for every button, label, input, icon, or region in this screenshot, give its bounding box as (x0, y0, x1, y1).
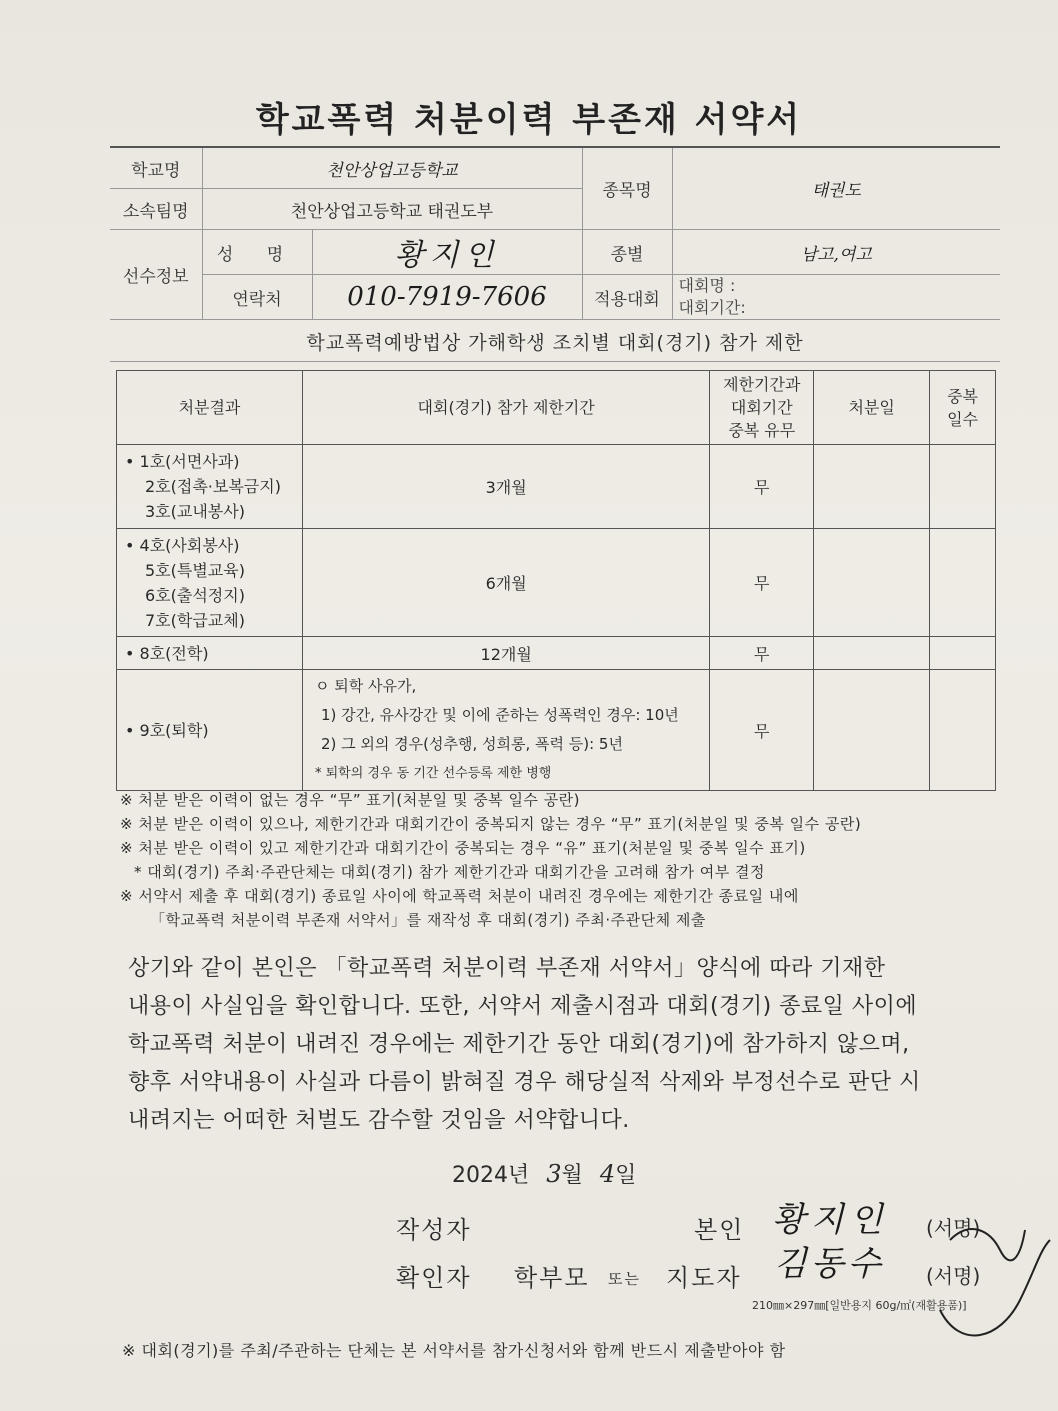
days-cell (930, 529, 996, 637)
pledge-line: 상기와 같이 본인은 「학교폭력 처분이력 부존재 서약서」양식에 따라 기재한 (128, 956, 886, 981)
athlete-info-label: 선수정보 (110, 230, 202, 320)
table-row (117, 445, 996, 529)
header-date: 처분일 (814, 371, 930, 445)
pledge-line: 내용이 사실임을 확인합니다. 또한, 서약서 제출시점과 대회(경기) 종료일 사이에 (128, 994, 918, 1019)
team-value: 천안상업고등학교 태권도부 (202, 189, 582, 230)
table-row (117, 529, 996, 637)
coach-seal-label: (서명) (926, 1264, 981, 1288)
days-cell (930, 670, 996, 791)
table-row (117, 670, 996, 791)
pledge-text (128, 950, 998, 1140)
days-cell (930, 445, 996, 529)
note-line: 「학교폭력 처분이력 부존재 서약서」를 재작성 후 대회(경기) 주최·주관단체 제출 (150, 911, 706, 929)
result-item: 6호(출석정지) (145, 585, 245, 605)
period-line: 2) 그 외의 경우(성추행, 성희롱, 폭력 등): 5년 (320, 735, 623, 753)
result-item: 2호(접촉·보복금지) (145, 477, 281, 496)
date-cell (814, 670, 930, 791)
header-overlap-line: 중복 유무 (728, 421, 796, 440)
self-label: 본인 (694, 1216, 745, 1244)
result-item: • 9호(퇴학) (125, 720, 209, 740)
result-item: • 8호(전학) (125, 643, 209, 663)
date-day-unit: 일 (615, 1163, 637, 1188)
contact-label: 연락처 (202, 275, 312, 320)
header-period: 대회(경기) 참가 제한기간 (302, 371, 709, 445)
note-line: ※ 처분 받은 이력이 있고 제한기간과 대회기간이 중복되는 경우 “유” 표기(처분일 및 중복 일수 표기) (120, 839, 806, 857)
date-cell (814, 637, 930, 670)
date-day: 4 (599, 1160, 616, 1188)
result-cell (117, 529, 303, 637)
table-row (117, 637, 996, 670)
signature-scribble (930, 1200, 1056, 1350)
notes (120, 788, 1010, 932)
competition-cell (672, 275, 1000, 320)
sport-label: 종목명 (582, 147, 672, 230)
note-line: ※ 처분 받은 이력이 있으나, 제한기간과 대회기간이 중복되지 않는 경우 “무” 표기(처분일 및 중복 일수 공란) (120, 815, 862, 833)
date-cell (814, 445, 930, 529)
header-overlap-line: 대회기간 (730, 398, 793, 417)
period-cell: 12개월 (302, 637, 709, 670)
subtitle-divider (110, 361, 1000, 362)
header-days-line: 일수 (947, 409, 978, 429)
result-cell (117, 637, 303, 670)
name-value: 황지인 (312, 230, 582, 275)
contact-value: 010-7919-7606 (312, 275, 582, 320)
paper-spec: 210㎜×297㎜[일반용지 60g/㎡(재활용품)] (752, 1299, 967, 1312)
self-seal-label: (서명) (926, 1216, 981, 1240)
coach-label: 지도자 (666, 1264, 742, 1292)
result-item: 3호(교내봉사) (145, 502, 245, 521)
school-value: 천안상업고등학교 (202, 147, 582, 189)
signature-stroke (940, 1240, 1050, 1335)
period-line: * 퇴학의 경우 동 기간 선수등록 제한 병행 (314, 766, 552, 781)
period-cell (302, 670, 709, 791)
confirmer-label: 확인자 (396, 1264, 472, 1292)
competition-name-label: 대회명 : (678, 276, 736, 295)
overlap-cell: 무 (710, 637, 814, 670)
name-label: 성 명 (202, 230, 312, 275)
days-cell (930, 637, 996, 670)
date-month-unit: 월 (561, 1163, 583, 1188)
school-label: 학교명 (110, 147, 202, 189)
sport-value: 태권도 (672, 147, 1000, 230)
result-item: 5호(특별교육) (145, 560, 245, 580)
period-cell: 6개월 (302, 529, 709, 637)
date-cell (814, 529, 930, 637)
pledge-line: 학교폭력 처분이 내려진 경우에는 제한기간 동안 대회(경기)에 참가하지 않으며, (128, 1032, 910, 1057)
header-days (930, 371, 996, 445)
header-overlap-line: 제한기간과 (723, 375, 801, 394)
self-signature: 황지인 (772, 1200, 889, 1240)
team-label: 소속팀명 (110, 189, 202, 230)
period-cell: 3개월 (302, 445, 709, 529)
date-month: 3 (546, 1160, 562, 1188)
author-label: 작성자 (396, 1216, 472, 1244)
result-item: 7호(학급교체) (145, 610, 245, 630)
document-title: 학교폭력 처분이력 부존재 서약서 (255, 100, 803, 140)
note-line: ※ 서약서 제출 후 대회(경기) 종료일 사이에 학교폭력 처분이 내려진 경우에는 제한기간 종료일 내에 (120, 887, 799, 905)
competition-label: 적용대회 (582, 275, 672, 320)
pledge-line: 향후 서약내용이 사실과 다름이 밝혀질 경우 해당실적 삭제와 부정선수로 판단 시 (128, 1070, 921, 1095)
parent-label: 학부모 (514, 1264, 590, 1292)
athlete-info-table (110, 146, 1000, 320)
signing-date (452, 1158, 636, 1189)
overlap-cell: 무 (710, 445, 814, 529)
restriction-subtitle: 학교폭력예방법상 가해학생 조치별 대회(경기) 참가 제한 (306, 332, 804, 354)
pledge-line: 내려지는 어떠한 처벌도 감수할 것임을 서약합니다. (128, 1108, 630, 1133)
result-item: • 1호(서면사과) (125, 452, 240, 471)
footnote: ※ 대회(경기)를 주최/주관하는 단체는 본 서약서를 참가신청서와 함께 반드시 제출받아야 함 (122, 1341, 786, 1360)
date-year: 2024 (452, 1163, 508, 1188)
period-line: 1) 강간, 유사강간 및 이에 준하는 성폭력인 경우: 10년 (320, 706, 679, 724)
date-year-unit: 년 (508, 1163, 530, 1188)
note-line: ※ 처분 받은 이력이 없는 경우 “무” 표기(처분일 및 중복 일수 공란) (120, 791, 581, 809)
competition-period-label: 대회기간: (678, 298, 746, 317)
note-line: * 대회(경기) 주최·주관단체는 대회(경기) 참가 제한기간과 대회기간을 고려해 참가 여부 결정 (134, 863, 766, 881)
header-overlap (710, 371, 814, 445)
signature-stroke (950, 1229, 1025, 1260)
or-label: 또는 (608, 1270, 641, 1288)
header-days-line: 중복 (947, 386, 978, 406)
category-label: 종별 (582, 230, 672, 275)
restriction-table (116, 370, 996, 791)
coach-signature: 김동수 (774, 1244, 885, 1284)
overlap-cell: 무 (710, 670, 814, 791)
result-cell (117, 445, 303, 529)
result-item: • 4호(사회봉사) (125, 535, 240, 555)
result-cell (117, 670, 303, 791)
category-value: 남고,여고 (672, 230, 1000, 275)
overlap-cell: 무 (710, 529, 814, 637)
header-result: 처분결과 (117, 371, 303, 445)
period-line: ㅇ 퇴학 사유가, (314, 677, 417, 695)
